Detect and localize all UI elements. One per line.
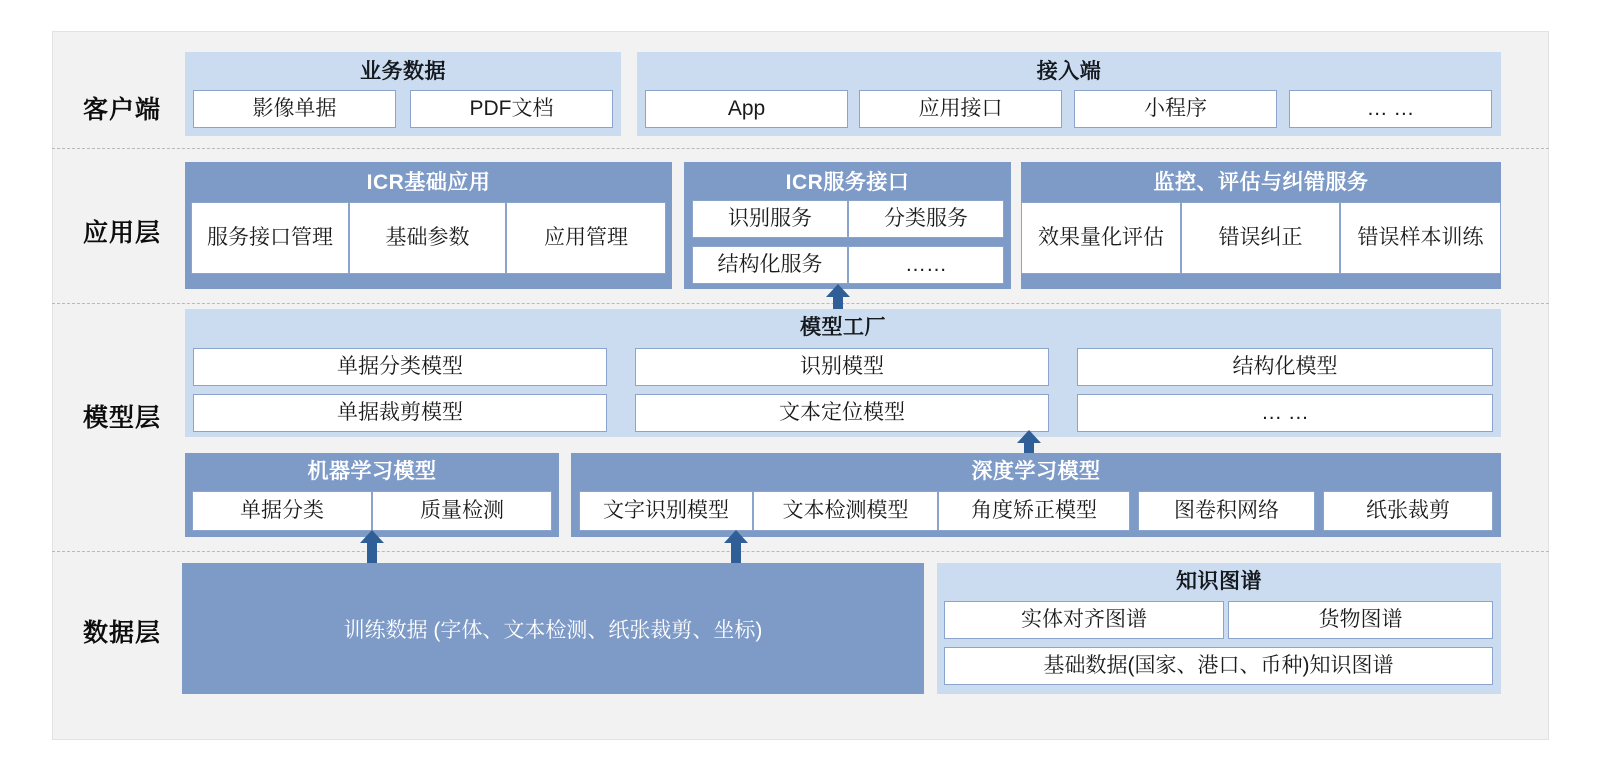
model-factory-r1-item-1[interactable]: 识别模型 [635,348,1049,386]
model-dl-item-3[interactable]: 图卷积网络 [1138,491,1315,531]
model-factory-r1-item-2[interactable]: 结构化模型 [1077,348,1493,386]
group-icr-basic-title: ICR基础应用 [366,171,491,194]
model-factory-r2-item-0[interactable]: 单据裁剪模型 [193,394,607,432]
client-access-item-1[interactable]: 应用接口 [859,90,1062,128]
row-label-model: 模型层 [82,404,161,432]
data-kg-item-1[interactable]: 货物图谱 [1228,601,1493,639]
client-access-item-2[interactable]: 小程序 [1074,90,1277,128]
app-icr-service-item-3[interactable]: …… [848,246,1004,284]
app-monitoring-item-1[interactable]: 错误纠正 [1181,202,1340,274]
row-label-client: 客户端 [82,96,161,124]
group-deep-learning-title: 深度学习模型 [971,460,1101,483]
app-icr-basic-item-0[interactable]: 服务接口管理 [191,202,349,274]
app-monitoring-item-2[interactable]: 错误样本训练 [1340,202,1501,274]
app-icr-service-item-1[interactable]: 分类服务 [848,200,1004,238]
data-kg-item-2[interactable]: 基础数据(国家、港口、币种)知识图谱 [944,647,1493,685]
client-business-item-1[interactable]: PDF文档 [410,90,613,128]
model-dl-item-4[interactable]: 纸张裁剪 [1323,491,1493,531]
model-ml-item-1[interactable]: 质量检测 [372,491,552,531]
client-access-item-3[interactable]: … … [1289,90,1492,128]
app-monitoring-item-0[interactable]: 效果量化评估 [1021,202,1181,274]
row-label-data: 数据层 [82,619,161,647]
app-icr-basic-item-1[interactable]: 基础参数 [349,202,506,274]
group-machine-learning-title: 机器学习模型 [307,460,437,483]
group-model-factory-title: 模型工厂 [800,316,886,339]
group-business-data-title: 业务数据 [360,60,446,83]
group-monitoring-title: 监控、评估与纠错服务 [1153,171,1369,194]
data-kg-item-0[interactable]: 实体对齐图谱 [944,601,1224,639]
group-icr-service-title: ICR服务接口 [785,171,910,194]
row-label-application: 应用层 [82,219,161,247]
divider-model-data [52,551,1549,552]
model-factory-r1-item-0[interactable]: 单据分类模型 [193,348,607,386]
model-dl-item-0[interactable]: 文字识别模型 [579,491,753,531]
model-ml-item-0[interactable]: 单据分类 [192,491,372,531]
data-training-block [182,563,924,694]
divider-client-application [52,148,1549,149]
app-icr-service-item-0[interactable]: 识别服务 [692,200,848,238]
model-dl-item-1[interactable]: 文本检测模型 [753,491,938,531]
model-factory-r2-item-2[interactable]: … … [1077,394,1493,432]
client-access-item-0[interactable]: App [645,90,848,128]
group-knowledge-graph-title: 知识图谱 [1176,570,1262,593]
app-icr-service-item-2[interactable]: 结构化服务 [692,246,848,284]
model-dl-item-2[interactable]: 角度矫正模型 [938,491,1130,531]
divider-application-model [52,303,1549,304]
client-business-item-0[interactable]: 影像单据 [193,90,396,128]
model-factory-r2-item-1[interactable]: 文本定位模型 [635,394,1049,432]
group-access-title: 接入端 [1036,60,1102,83]
app-icr-basic-item-2[interactable]: 应用管理 [506,202,666,274]
data-training-label: 训练数据 (字体、文本检测、纸张裁剪、坐标) [343,618,763,642]
